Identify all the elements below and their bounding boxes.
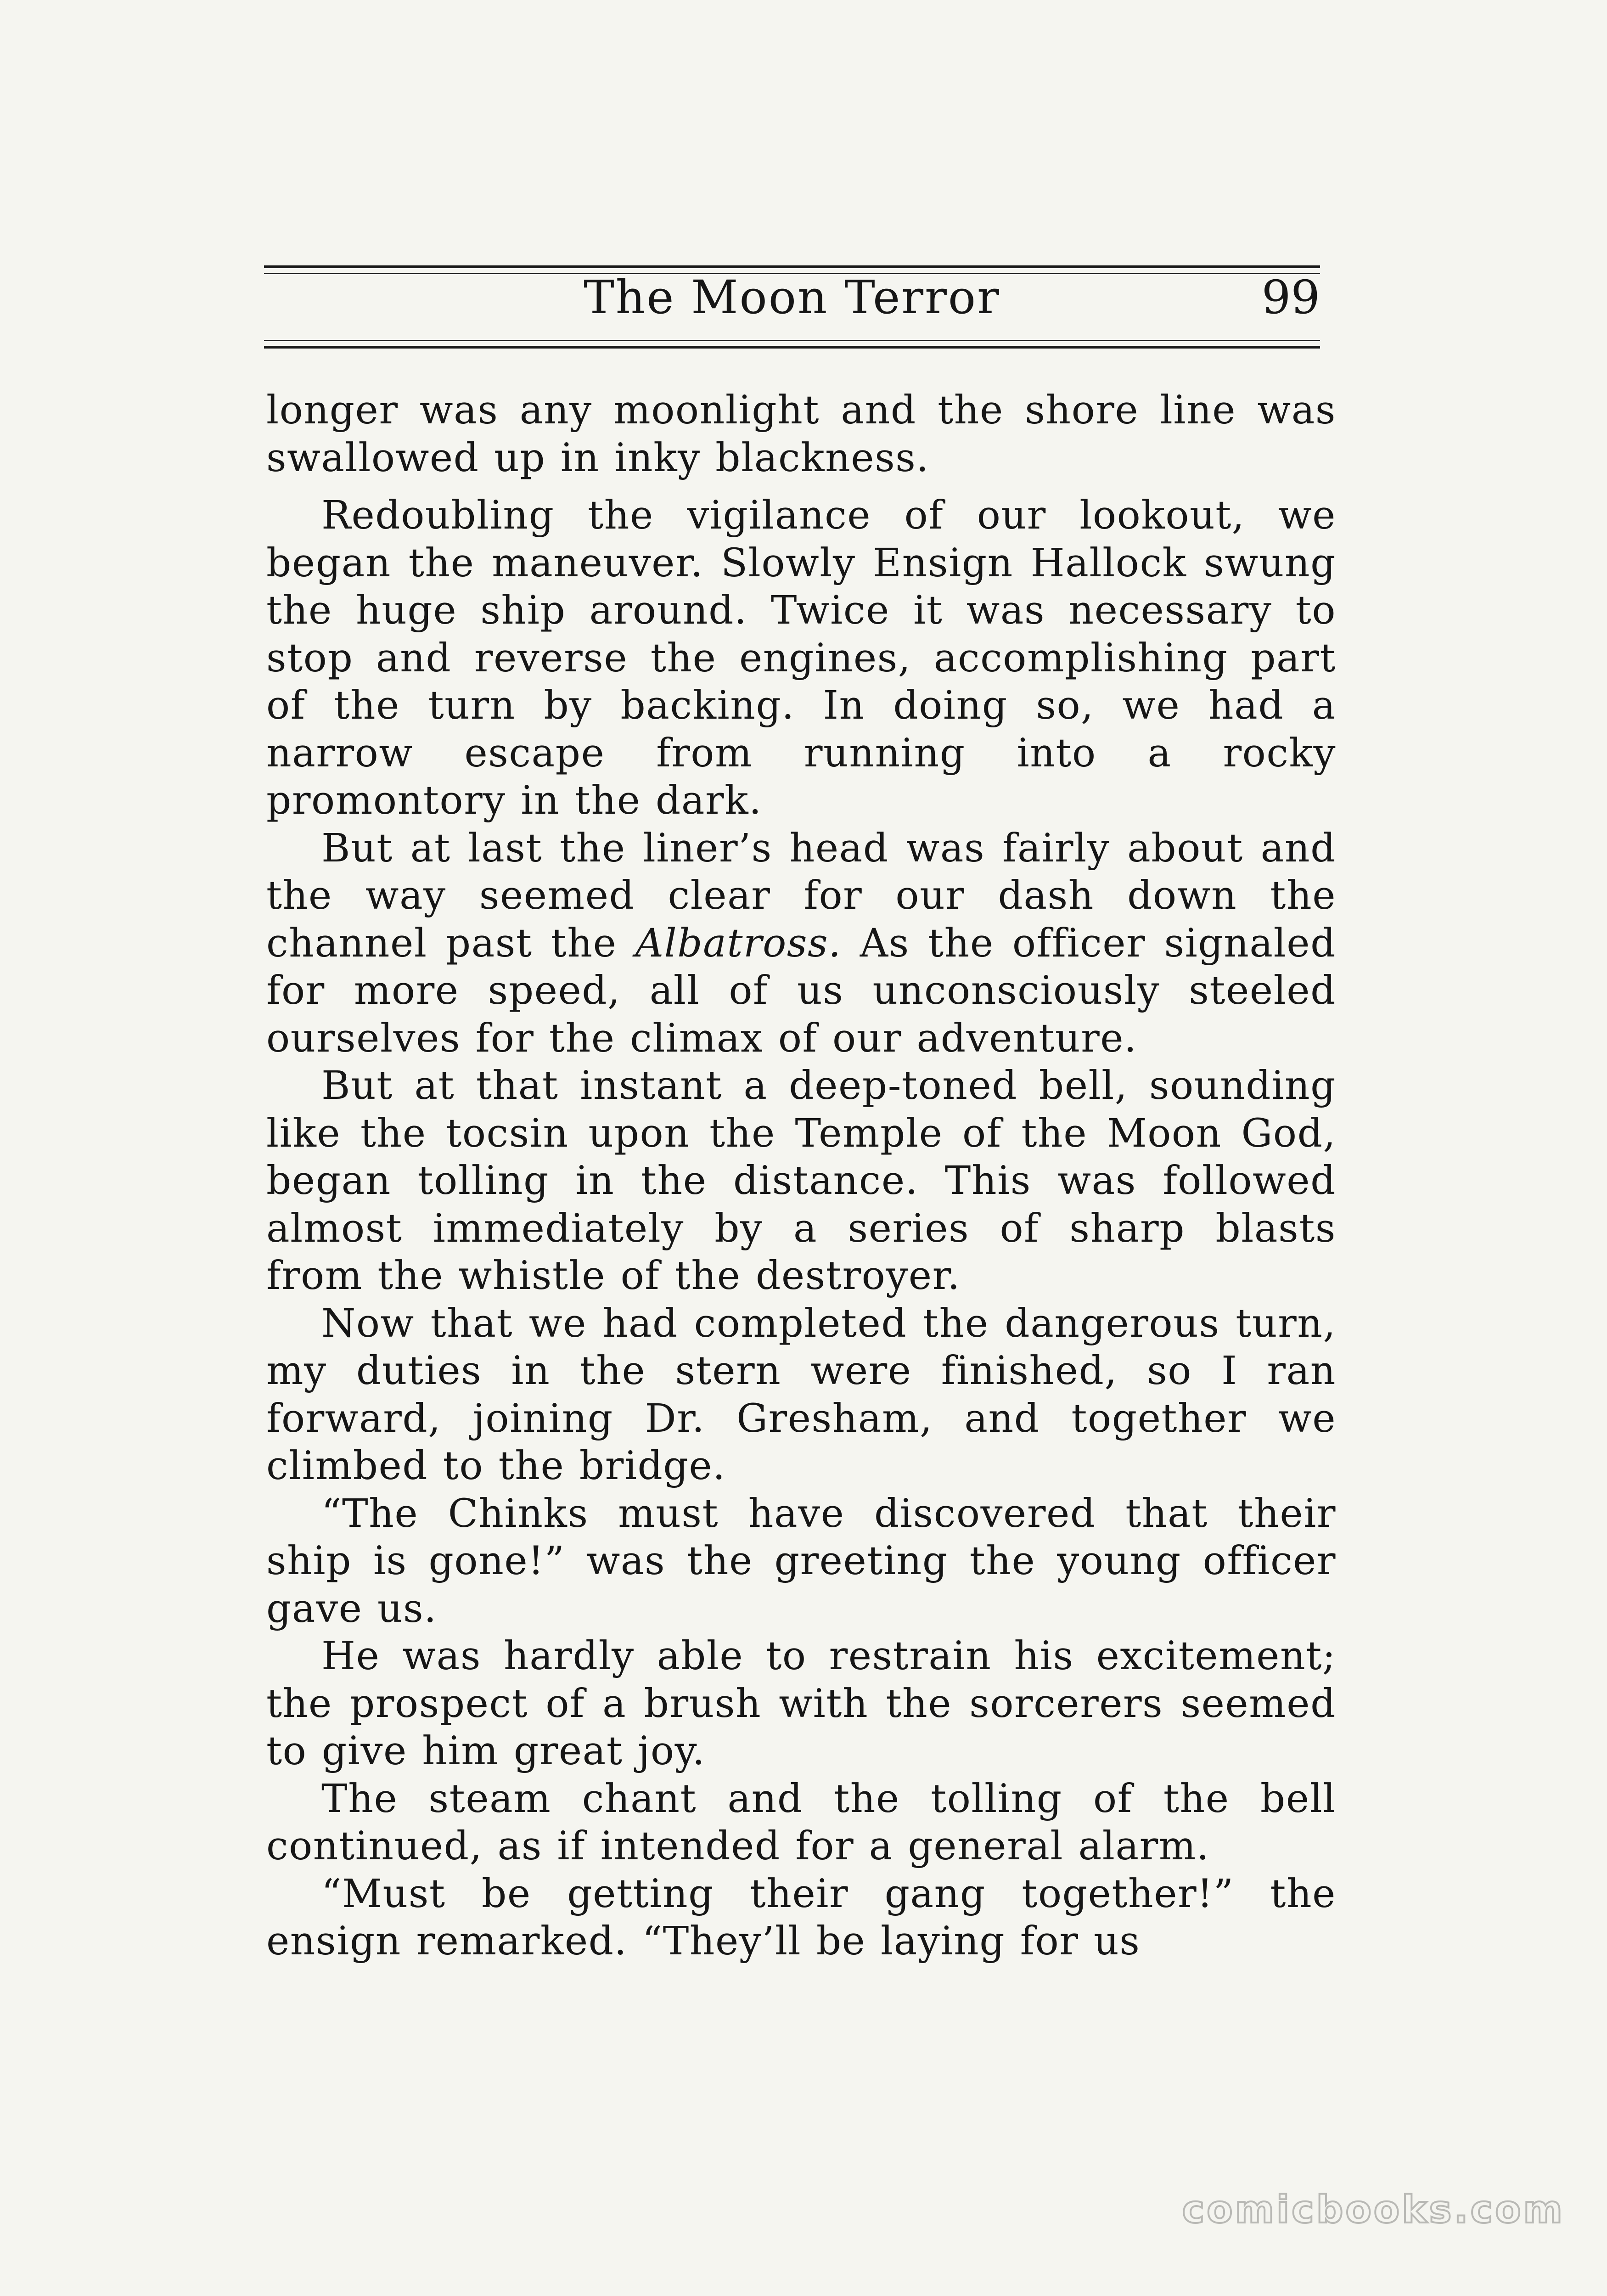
ship-name: Albatross. xyxy=(635,920,842,966)
paragraph: Now that we had completed the dangerous turn, my duties in the stern were finished, so I ran forward, joining Dr. Gresham, and together we climbed to the bridge. xyxy=(266,1300,1336,1489)
header-bottom-rule-thin xyxy=(264,340,1320,341)
paragraph: But at that instant a deep-toned bell, sounding like the tocsin upon the Temple of the Moon God, began tolling in the distance. This was followed almost immediately by a series of sharp blasts from the whistle of the destroyer. xyxy=(266,1063,1336,1299)
paragraph: The steam chant and the tolling of the bell continued, as if intended for a general alarm. xyxy=(266,1776,1336,1869)
paragraph: “Must be getting their gang together!” the ensign remarked. “They’ll be laying for us xyxy=(266,1871,1336,1964)
paragraph-text: As the officer signaled for more speed, all of us unconsciously steeled ourselves for the climax of our adventure. xyxy=(266,920,1336,1061)
page-number: 99 xyxy=(1261,270,1320,324)
paragraph: “The Chinks must have discovered that their ship is gone!” was the greeting the young officer gave us. xyxy=(266,1491,1336,1632)
paragraph: Redoubling the vigilance of our lookout, we began the maneuver. Slowly Ensign Hallock swung the huge ship around. Twice it was necessary to stop and reverse the engines, accomplishing part of the turn by backing. In doing so, we had a narrow escape from running into a rocky promontory in the dark. xyxy=(266,493,1336,823)
paragraph: longer was any moonlight and the shore line was swallowed up in inky blackness. xyxy=(266,388,1336,481)
watermark-logo: comicbooks.com xyxy=(1182,2188,1565,2232)
paragraph-text: But at last the liner’s head was fairly about and the way seemed clear for our dash down the channel past the xyxy=(266,825,1336,966)
running-header xyxy=(264,266,1320,326)
running-title: The Moon Terror xyxy=(584,270,1000,324)
header-bottom-rule-thick xyxy=(264,346,1320,349)
paragraph xyxy=(266,825,1336,1063)
body-text xyxy=(266,387,1336,1965)
paragraph: He was hardly able to restrain his excitement; the prospect of a brush with the sorcerers seemed to give him great joy. xyxy=(266,1633,1336,1774)
